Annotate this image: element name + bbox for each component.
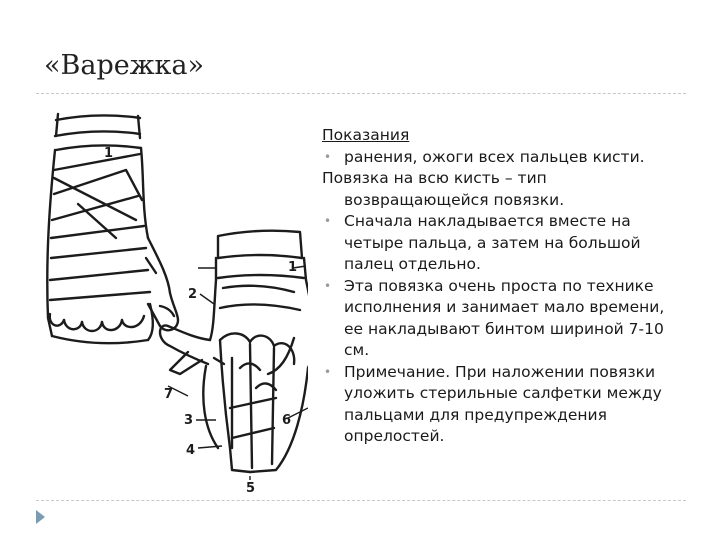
label-1-left: 1: [104, 146, 114, 161]
label-6: 6: [282, 413, 292, 428]
step-item: • Примечание. При наложении повязки уложить стерильные салфетки между пальцами для предупреждения опрелостей.: [322, 362, 674, 448]
label-4: 4: [186, 443, 196, 458]
label-1-right: 1: [288, 260, 298, 275]
label-3: 3: [184, 413, 194, 428]
intro-line: Повязка на всю кисть – тип возвращающейся повязки.: [322, 169, 565, 209]
step-item: • Сначала накладывается вместе на четыре пальца, а затем на большой палец отдельно.: [322, 211, 674, 276]
indication-item: • ранения, ожоги всех пальцев кисти.: [322, 147, 674, 169]
slide-title: «Варежка»: [44, 50, 205, 81]
step-item: • Эта повязка очень проста по технике исполнения и занимает мало времени, ее накладывают бинтом шириной 7-10 см.: [322, 276, 674, 362]
next-arrow-icon[interactable]: [34, 508, 48, 526]
bottom-divider: [36, 500, 686, 501]
label-5: 5: [246, 481, 256, 496]
label-2: 2: [188, 287, 198, 302]
description-text: [322, 125, 674, 448]
mitten-bandage-illustration: [18, 108, 308, 498]
indications-heading: Показания: [322, 126, 410, 144]
top-divider: [36, 93, 686, 94]
label-7: 7: [164, 387, 174, 402]
